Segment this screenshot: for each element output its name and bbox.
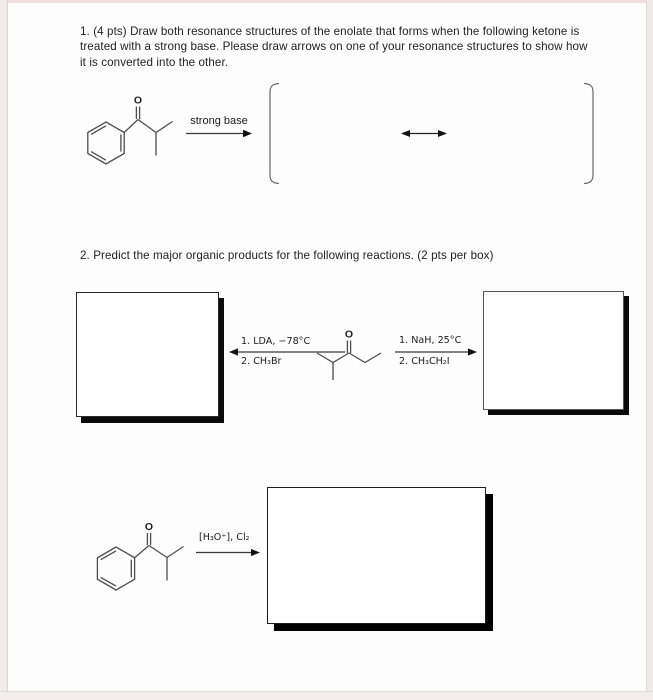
benzene-ring — [97, 547, 134, 590]
ketone-2-structure — [317, 329, 381, 381]
arrow-head — [229, 348, 238, 355]
resonance-brackets — [270, 84, 593, 184]
ketone-1-structure — [88, 95, 173, 165]
isopropyl-bonds — [138, 120, 173, 156]
question-1-line-1: 1. (4 pts) Draw both resonance structures of the enolate that forms when the following ketone is — [80, 25, 580, 38]
bracket-left — [270, 84, 279, 184]
benzene-ring-double-bonds — [101, 551, 132, 586]
reaction1-right-arrow — [395, 348, 477, 355]
reaction1-left-arrow — [229, 348, 345, 355]
question-1-text — [80, 24, 610, 70]
page-top-edge — [0, 0, 653, 3]
oxygen-atom-label: O — [144, 521, 154, 533]
answer-box-left — [76, 292, 219, 417]
bracket-right — [584, 84, 593, 184]
reaction1-right-conditions-line2: 2. CH₃CH₂I — [399, 356, 450, 367]
ketone-3-structure — [97, 521, 183, 590]
answer-box-right — [483, 291, 624, 410]
strong-base-arrow — [186, 130, 252, 137]
carbonyl-bonds — [135, 533, 151, 558]
skeleton-bonds — [317, 353, 381, 380]
reaction2-arrow — [196, 549, 260, 556]
oxygen-atom-label: O — [133, 94, 143, 107]
oxygen-atom-label: O — [344, 328, 354, 341]
reaction1-right-conditions-line1: 1. NaH, 25°C — [399, 335, 462, 346]
isopropyl-bonds — [149, 546, 184, 581]
page-right-edge — [646, 0, 653, 700]
arrow-head-left — [401, 130, 410, 137]
benzene-ring-double-bonds — [91, 126, 121, 160]
benzene-ring — [88, 122, 124, 164]
page-bottom-edge — [0, 691, 653, 700]
resonance-arrow — [401, 130, 447, 137]
question-1-line-2: treated with a strong base. Please draw arrows on one of your resonance structures to show how — [80, 40, 588, 54]
reaction1-left-conditions-line1: 1. LDA, −78°C — [241, 336, 311, 347]
question-2-text: 2. Predict the major organic products for the following reactions. (2 pts per box) — [80, 249, 494, 262]
arrow-head — [243, 130, 252, 137]
strong-base-arrow-label: strong base — [190, 115, 248, 127]
question-1-line-3: it is converted into the other. — [80, 55, 229, 69]
arrow-head-right — [438, 130, 447, 137]
reaction1-left-conditions-line2: 2. CH₃Br — [241, 356, 282, 367]
carbonyl-bonds — [124, 107, 139, 133]
arrow-head — [251, 549, 260, 556]
answer-box-bottom — [267, 487, 486, 624]
page-left-edge — [0, 0, 8, 700]
reaction2-conditions: [H₃O⁺], Cl₂ — [199, 532, 250, 543]
arrow-head — [468, 348, 477, 355]
carbonyl-bonds — [347, 341, 350, 354]
